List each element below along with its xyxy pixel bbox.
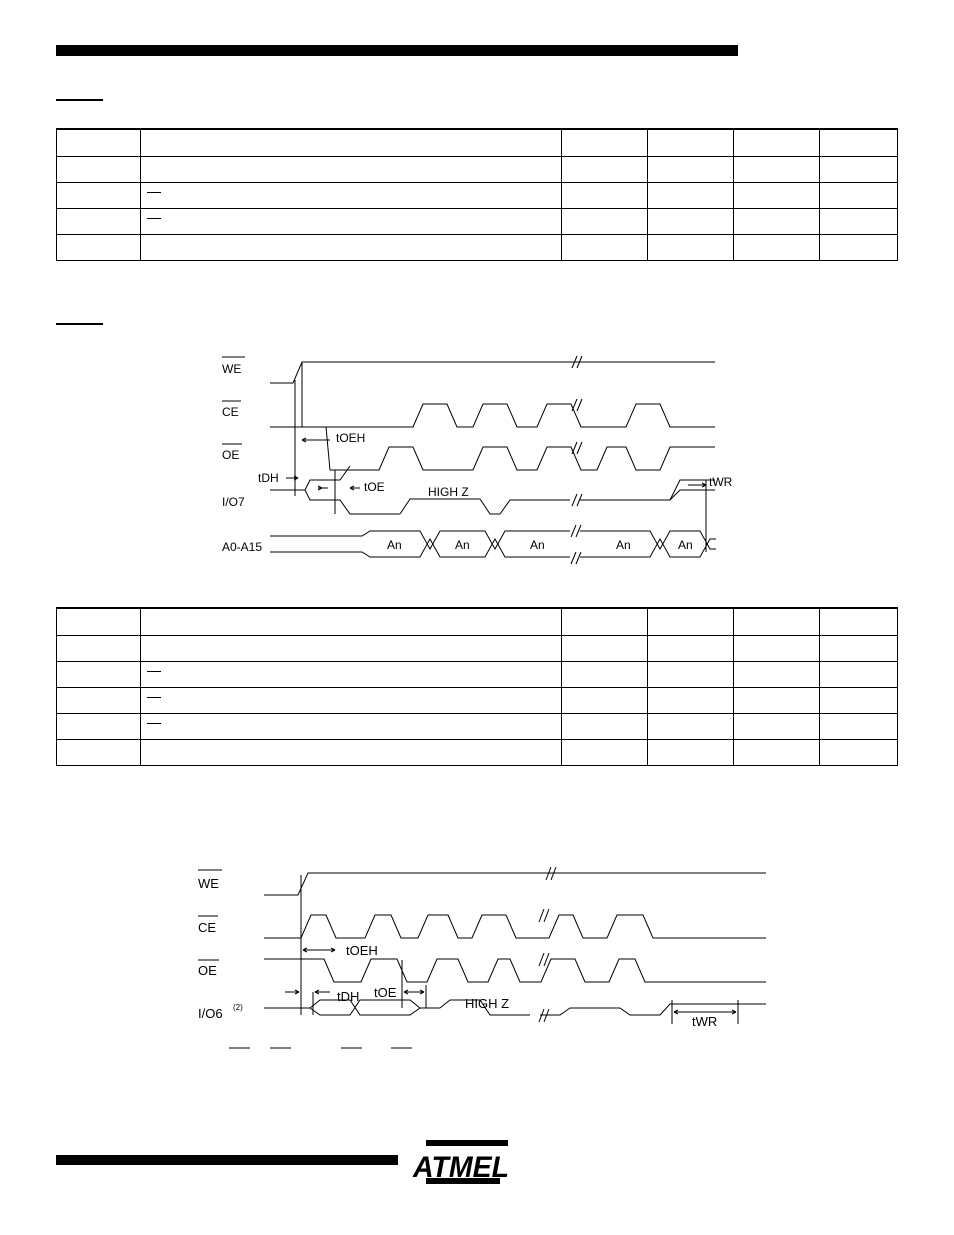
state-label-highz: HIGH Z [465, 996, 510, 1011]
timing-label-tdh: tDH [258, 471, 279, 485]
timing-label-tdh: tDH [337, 989, 360, 1004]
atmel-logo [412, 1140, 509, 1184]
timing-label-twr: tWR [709, 475, 733, 489]
address-label: An [387, 538, 402, 552]
logo-text: ATMEL [412, 1151, 509, 1184]
signal-label-io6: I/O6 [198, 1006, 223, 1021]
timing-diagram-1 [222, 356, 716, 564]
address-label: An [678, 538, 693, 552]
timing-label-toe: tOE [374, 985, 397, 1000]
address-label: An [530, 538, 545, 552]
footnote-reference: (2) [233, 1003, 243, 1012]
timing-label-toe: tOE [364, 480, 385, 494]
signal-label-ce: CE [222, 405, 239, 419]
address-label: An [455, 538, 470, 552]
footer-bar [56, 1155, 398, 1165]
signal-label-we: WE [222, 362, 242, 376]
address-label: An [616, 538, 631, 552]
timing-label-twr: tWR [692, 1014, 718, 1029]
timing-label-toeh: tOEH [336, 431, 366, 445]
signal-label-oe: OE [198, 963, 217, 978]
signal-label-address: A0-A15 [222, 540, 263, 554]
timing-label-toeh: tOEH [346, 943, 378, 958]
signal-label-oe: OE [222, 448, 240, 462]
signal-label-ce: CE [198, 920, 217, 935]
state-label-highz: HIGH Z [428, 485, 469, 499]
timing-diagram-2 [198, 867, 766, 1048]
signal-label-io7: I/O7 [222, 495, 245, 509]
signal-label-we: WE [198, 876, 219, 891]
